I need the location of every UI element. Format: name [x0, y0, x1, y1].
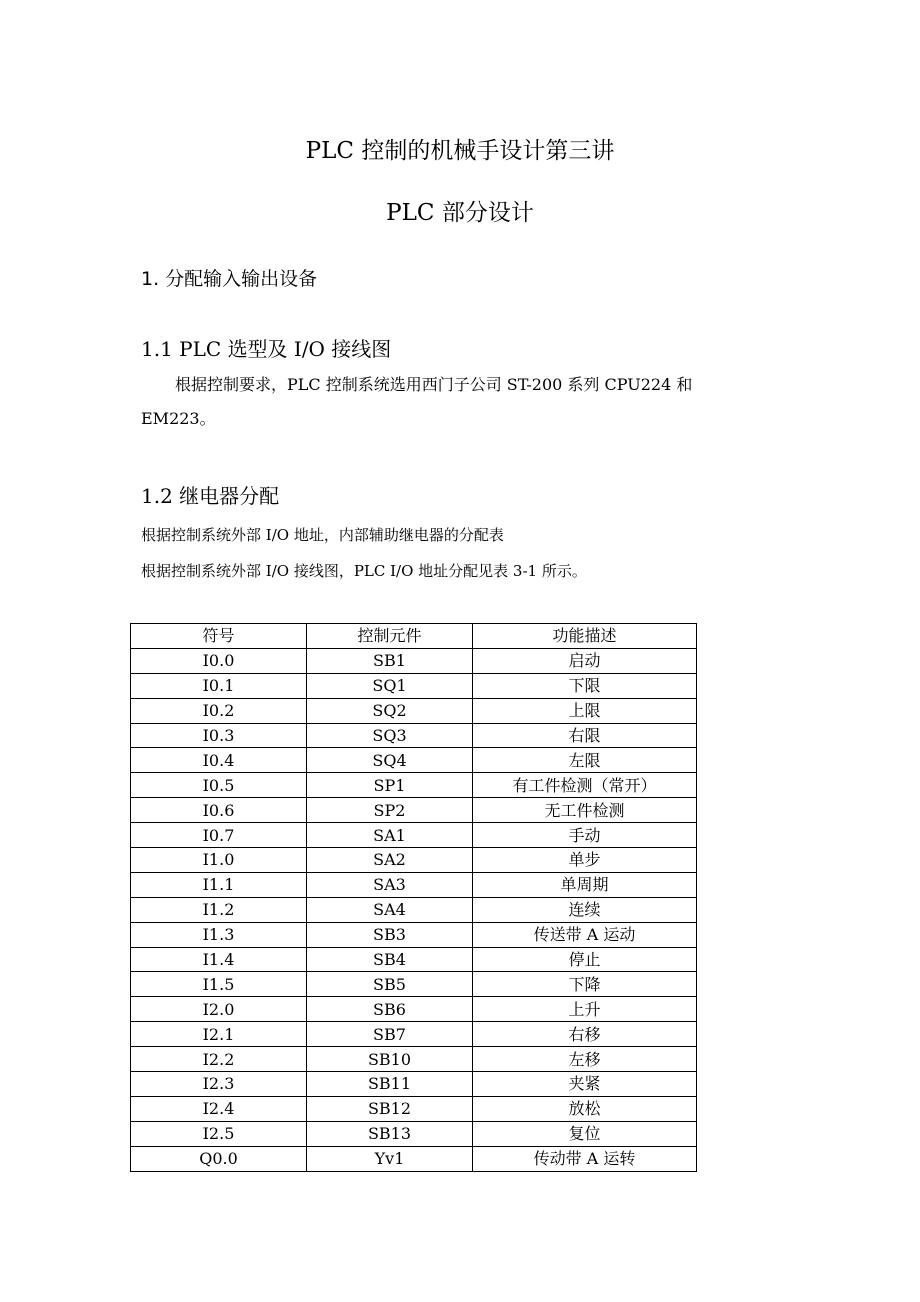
- cell-symbol: I0.7: [131, 823, 307, 848]
- cell-symbol: I1.2: [131, 897, 307, 922]
- cell-function: 无工件检测: [473, 798, 697, 823]
- cell-element: SB3: [307, 922, 473, 947]
- cell-function: 下限: [473, 673, 697, 698]
- table-row: [131, 748, 697, 773]
- table-header-row: [131, 624, 697, 649]
- cell-symbol: I2.0: [131, 997, 307, 1022]
- column-header-symbol: 符号: [131, 624, 307, 649]
- cell-function: 手动: [473, 823, 697, 848]
- table-row: [131, 922, 697, 947]
- cell-element: SA3: [307, 872, 473, 897]
- table-row: [131, 698, 697, 723]
- cell-symbol: I2.4: [131, 1096, 307, 1121]
- cell-symbol: I1.0: [131, 848, 307, 873]
- table-row: [131, 997, 697, 1022]
- cell-function: 单步: [473, 848, 697, 873]
- column-header-function: 功能描述: [473, 624, 697, 649]
- cell-function: 单周期: [473, 872, 697, 897]
- table-row: [131, 823, 697, 848]
- cell-function: 上升: [473, 997, 697, 1022]
- cell-element: SA4: [307, 897, 473, 922]
- cell-symbol: Q0.0: [131, 1146, 307, 1171]
- cell-element: SB4: [307, 947, 473, 972]
- cell-function: 传动带 A 运转: [473, 1146, 697, 1171]
- cell-element: SP1: [307, 773, 473, 798]
- column-header-control-element: 控制元件: [307, 624, 473, 649]
- table-row: [131, 1121, 697, 1146]
- cell-function: 连续: [473, 897, 697, 922]
- table-row: [131, 848, 697, 873]
- cell-symbol: I0.2: [131, 698, 307, 723]
- cell-element: SP2: [307, 798, 473, 823]
- cell-symbol: I2.1: [131, 1022, 307, 1047]
- cell-function: 右限: [473, 723, 697, 748]
- table-row: [131, 1047, 697, 1072]
- cell-function: 放松: [473, 1096, 697, 1121]
- cell-function: 复位: [473, 1121, 697, 1146]
- cell-symbol: I0.1: [131, 673, 307, 698]
- cell-function: 下降: [473, 972, 697, 997]
- cell-symbol: I1.1: [131, 872, 307, 897]
- cell-function: 左限: [473, 748, 697, 773]
- cell-symbol: I2.2: [131, 1047, 307, 1072]
- cell-symbol: I1.4: [131, 947, 307, 972]
- table-row: [131, 872, 697, 897]
- cell-element: SA1: [307, 823, 473, 848]
- cell-element: SB11: [307, 1072, 473, 1097]
- cell-element: SQ2: [307, 698, 473, 723]
- cell-element: SB7: [307, 1022, 473, 1047]
- cell-function: 夹紧: [473, 1072, 697, 1097]
- cell-symbol: I2.5: [131, 1121, 307, 1146]
- cell-element: SB10: [307, 1047, 473, 1072]
- cell-element: Yv1: [307, 1146, 473, 1171]
- cell-element: SQ1: [307, 673, 473, 698]
- cell-function: 启动: [473, 648, 697, 673]
- cell-function: 上限: [473, 698, 697, 723]
- paragraph-line: 根据控制系统外部 I/O 接线图，PLC I/O 地址分配见表 3-1 所示。: [141, 562, 587, 580]
- io-address-table: [130, 623, 697, 1172]
- table-row: [131, 1146, 697, 1171]
- cell-symbol: I2.3: [131, 1072, 307, 1097]
- cell-symbol: I0.0: [131, 648, 307, 673]
- cell-symbol: I0.5: [131, 773, 307, 798]
- cell-element: SB1: [307, 648, 473, 673]
- table-row: [131, 773, 697, 798]
- section-heading-1-1: 1.1 PLC 选型及 I/O 接线图: [141, 337, 392, 361]
- table-row: [131, 1096, 697, 1121]
- cell-symbol: I0.4: [131, 748, 307, 773]
- cell-element: SB6: [307, 997, 473, 1022]
- cell-function: 右移: [473, 1022, 697, 1047]
- section-heading-1: 1. 分配输入输出设备: [141, 268, 318, 290]
- cell-symbol: I1.5: [131, 972, 307, 997]
- table-row: [131, 897, 697, 922]
- cell-element: SA2: [307, 848, 473, 873]
- table-row: [131, 1022, 697, 1047]
- cell-function: 左移: [473, 1047, 697, 1072]
- table-row: [131, 648, 697, 673]
- paragraph-line: 根据控制系统外部 I/O 地址，内部辅助继电器的分配表: [141, 526, 504, 544]
- cell-symbol: I0.3: [131, 723, 307, 748]
- cell-symbol: I1.3: [131, 922, 307, 947]
- cell-function: 停止: [473, 947, 697, 972]
- cell-symbol: I0.6: [131, 798, 307, 823]
- cell-element: SB5: [307, 972, 473, 997]
- table-row: [131, 673, 697, 698]
- paragraph-line: 根据控制要求，PLC 控制系统选用西门子公司 ST-200 系列 CPU224 和: [175, 375, 693, 394]
- page-title: PLC 控制的机械手设计第三讲: [305, 138, 615, 164]
- table-row: [131, 1072, 697, 1097]
- cell-element: SB13: [307, 1121, 473, 1146]
- section-heading-1-2: 1.2 继电器分配: [141, 484, 280, 508]
- table-row: [131, 798, 697, 823]
- cell-element: SQ3: [307, 723, 473, 748]
- table-row: [131, 947, 697, 972]
- cell-element: SB12: [307, 1096, 473, 1121]
- cell-function: 传送带 A 运动: [473, 922, 697, 947]
- cell-function: 有工件检测（常开）: [473, 773, 697, 798]
- table-row: [131, 723, 697, 748]
- cell-element: SQ4: [307, 748, 473, 773]
- paragraph-line: EM223。: [141, 409, 216, 428]
- table-row: [131, 972, 697, 997]
- page-subtitle: PLC 部分设计: [386, 200, 534, 226]
